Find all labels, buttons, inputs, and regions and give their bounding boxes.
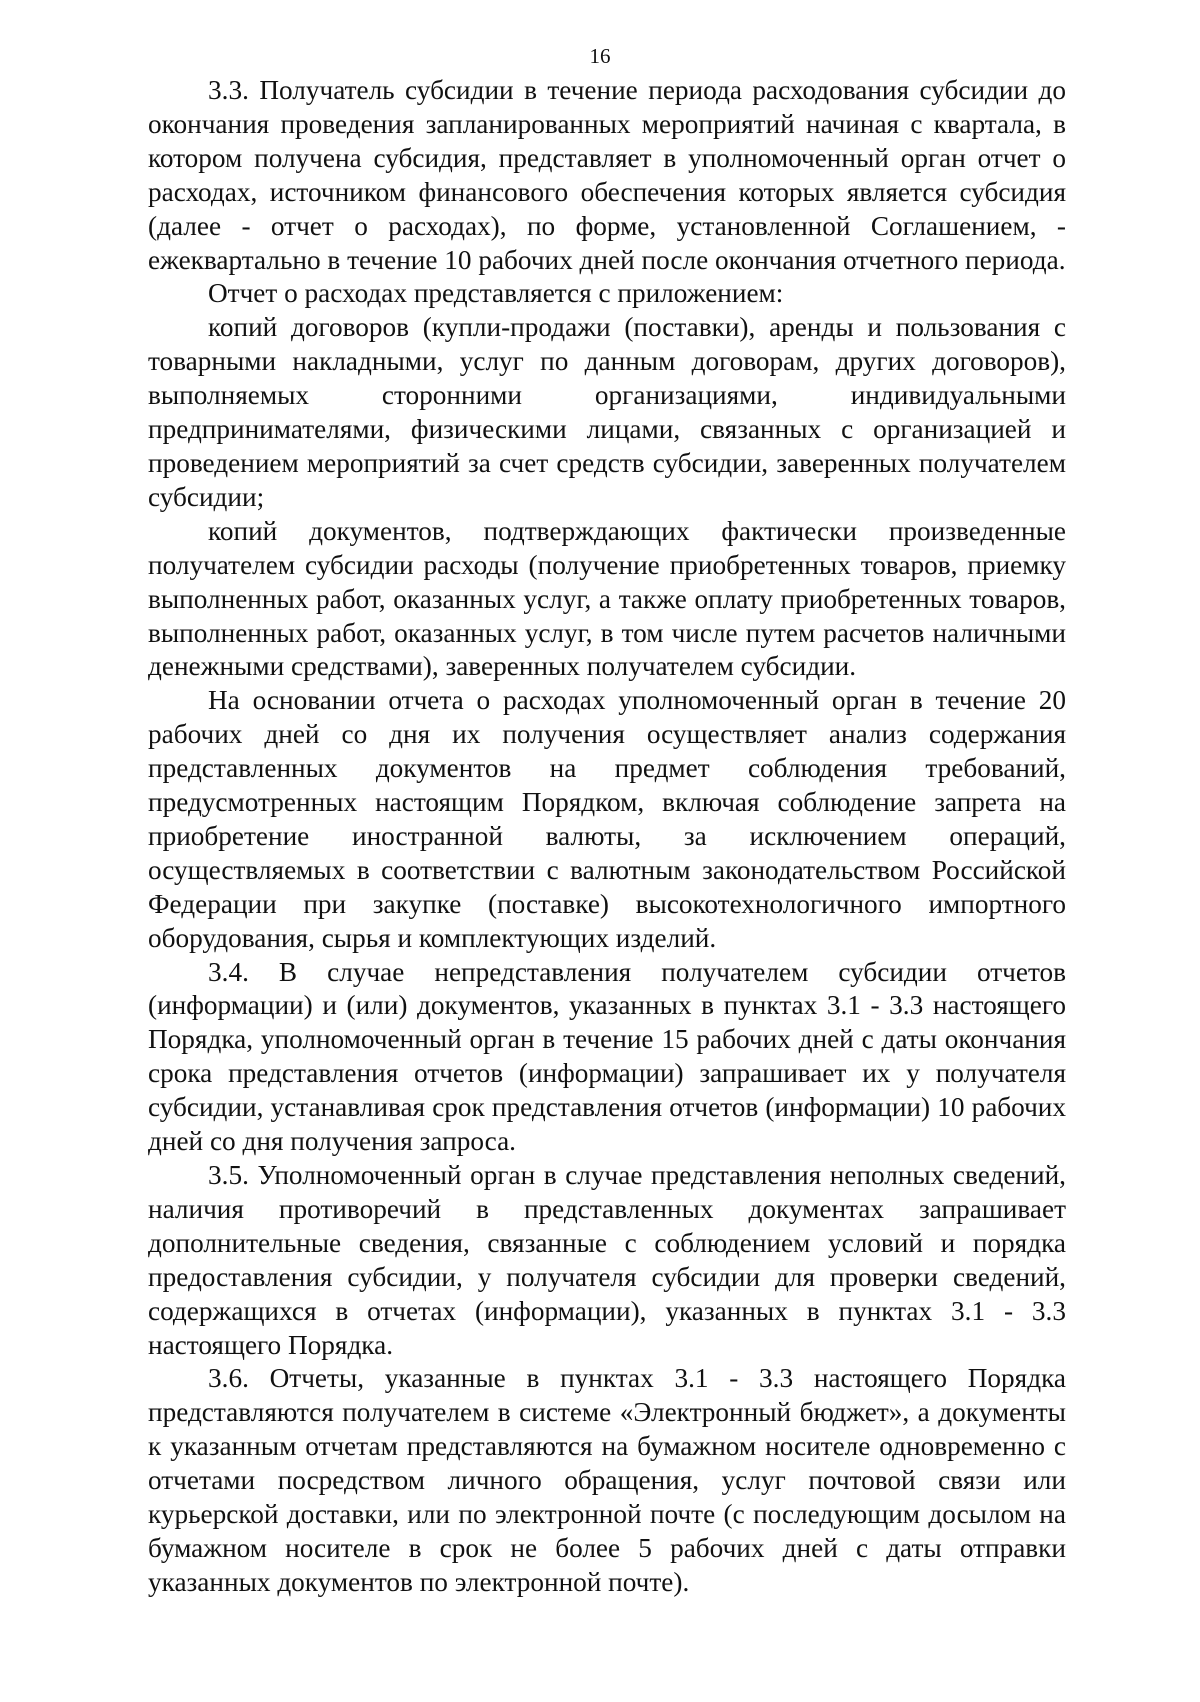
paragraph-report-attachments-intro: Отчет о расходах представляется с приложением: [208, 278, 784, 309]
paragraph-contract-copies: копий договоров (купли-продажи (поставки), аренды и пользования с товарными накладными, услуг по данным договорам, других договоров), выполняемых сторонними организациями, индивидуальными предпринимателями, физическими лицами, связанных с организацией и проведением мероприятий за счет средств субсидии, заверенных получателем субсидии; [148, 312, 1066, 512]
paragraph-report-analysis: На основании отчета о расходах уполномоченный орган в течение 20 рабочих дней со дня их получения осуществляет анализ содержания представленных документов на предмет соблюдения требований, предусмотренных настоящим Порядком, включая соблюдение запрета на приобретение иностранной валюты, за исключением операций, осуществляемых в соответствии с валютным законодательством Российской Федерации при закупке (поставке) высокотехнологичного импортного оборудования, сырья и комплектующих изделий. [148, 685, 1066, 953]
paragraph-3-6: 3.6. Отчеты, указанные в пунктах 3.1 - 3.3 настоящего Порядка представляются получателем в системе «Электронный бюджет», а документы к указанным отчетам представляются на бумажном носителе одновременно с отчетами посредством личного обращения, услуг почтовой связи или курьерской доставки, или по электронной почте (с последующим досылом на бумажном носителе в срок не более 5 рабочих дней с даты отправки указанных документов по электронной почте). [148, 1363, 1066, 1597]
paragraph-document-copies: копий документов, подтверждающих фактически произведенные получателем субсидии расходы (получение приобретенных товаров, приемку выполненных работ, оказанных услуг, а также оплату приобретенных товаров, выполненных работ, оказанных услуг, в том числе путем расчетов наличными денежными средствами), заверенных получателем субсидии. [148, 515, 1066, 682]
page-number: 16 [589, 44, 611, 68]
paragraph-3-4: 3.4. В случае непредставления получателем субсидии отчетов (информации) и (или) документов, указанных в пунктах 3.1 - 3.3 настоящего Порядка, уполномоченный орган в течение 15 рабочих дней с даты окончания срока представления отчетов (информации) запрашивает их у получателя субсидии, устанавливая срок представления отчетов (информации) 10 рабочих дней со дня получения запроса. [148, 956, 1066, 1157]
paragraph-3-5: 3.5. Уполномоченный орган в случае представления неполных сведений, наличия противоречий в представленных документах запрашивает дополнительные сведения, связанные с соблюдением условий и порядка предоставления субсидии, у получателя субсидии для проверки сведений, содержащихся в отчетах (информации), указанных в пунктах 3.1 - 3.3 настоящего Порядка. [148, 1160, 1066, 1360]
paragraph-3-3: 3.3. Получатель субсидии в течение периода расходования субсидии до окончания проведения запланированных мероприятий начиная с квартала, в котором получена субсидия, представляет в уполномоченный орган отчет о расходах, источником финансового обеспечения которых является субсидия (далее - отчет о расходах), по форме, установленной Соглашением, - ежеквартально в течение 10 рабочих дней после окончания отчетного периода. [148, 75, 1066, 275]
document-body [148, 74, 1066, 1600]
